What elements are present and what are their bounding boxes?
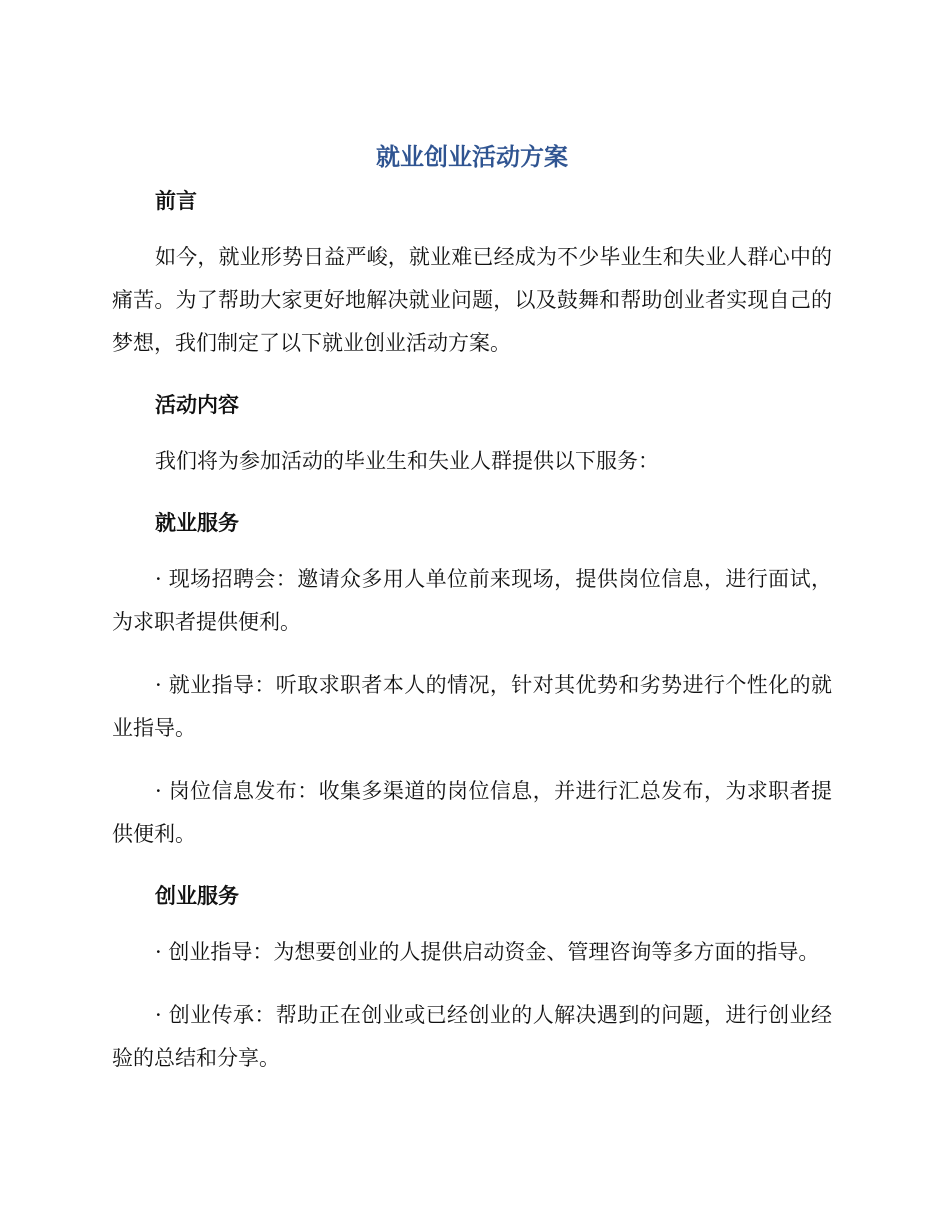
section-heading-employment: 就业服务 <box>155 511 239 535</box>
entrepreneurship-item-mentoring: · 创业传承：帮助正在创业或已经创业的人解决遇到的问题，进行创业经验的总结和分享。 <box>112 1003 832 1070</box>
employment-item-guidance: · 就业指导：听取求职者本人的情况，针对其优势和劣势进行个性化的就业指导。 <box>112 673 832 740</box>
entrepreneurship-item-guidance: · 创业指导：为想要创业的人提供启动资金、管理咨询等多方面的指导。 <box>155 940 820 964</box>
section-heading-entrepreneurship: 创业服务 <box>155 884 239 908</box>
preface-paragraph: 如今，就业形势日益严峻，就业难已经成为不少毕业生和失业人群心中的痛苦。为了帮助大家更好地解决就业问题，以及鼓舞和帮助创业者实现自己的梦想，我们制定了以下就业创业活动方案。 <box>112 245 832 355</box>
employment-item-job-fair: · 现场招聘会：邀请众多用人单位前来现场，提供岗位信息，进行面试，为求职者提供便利。 <box>112 567 832 634</box>
document-body <box>112 140 832 1080</box>
section-heading-activity: 活动内容 <box>155 393 239 417</box>
activity-paragraph: 我们将为参加活动的毕业生和失业人群提供以下服务： <box>155 449 659 473</box>
section-heading-preface: 前言 <box>155 189 197 213</box>
employment-item-job-postings: · 岗位信息发布：收集多渠道的岗位信息，并进行汇总发布，为求职者提供便利。 <box>112 779 832 846</box>
document-title: 就业创业活动方案 <box>376 143 568 171</box>
